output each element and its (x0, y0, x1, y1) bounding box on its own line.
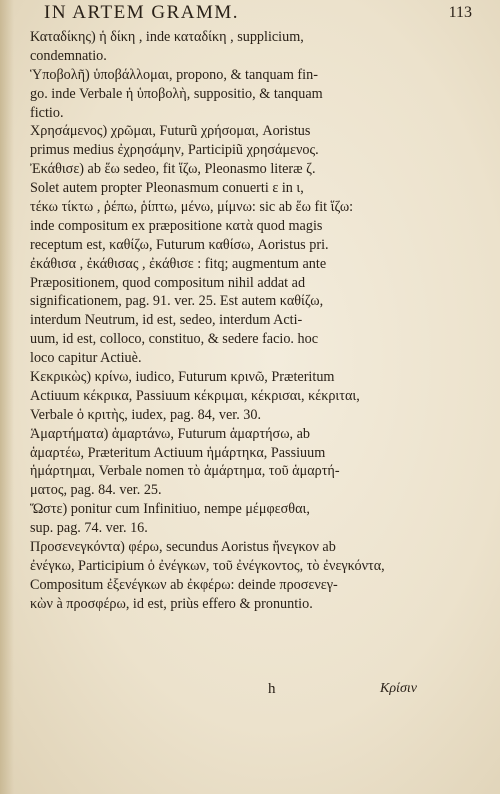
text-line: Καταδίκης) ἡ δίκη , inde καταδίκη , supplicium, (30, 29, 304, 45)
text-block (30, 28, 462, 614)
page-header (30, 2, 482, 24)
text-line: Ὥστε) ponitur cum Infinitiuo, nempe μέμφεσθαι, (30, 501, 310, 518)
text-line: condemnatio. (30, 47, 107, 64)
text-line: Κεκρικὼς) κρίνω, iudico, Futurum κρινῶ, Præteritum (30, 369, 335, 386)
text-line: loco capitur Actiuè. (30, 350, 142, 367)
text-line: Ἁμαρτήματα) ἁμαρτάνω, Futurum ἁμαρτήσω, ab (30, 425, 311, 442)
text-line: interdum Neutrum, id est, sedeo, interdum Acti- (30, 312, 303, 329)
catchword: Κρίσιν (380, 681, 417, 696)
signature-mark: h (268, 681, 276, 697)
text-line: Compositum ἐξενέγκων ab ἐκφέρω: deinde προσενεγ- (30, 576, 338, 593)
text-line: Præpositionem, quod compositum nihil addat ad (30, 274, 306, 291)
text-line: Solet autem propter Pleonasmum conuerti ε in ι, (30, 180, 304, 197)
text-line: Ὑποβολῆ) ὑποβάλλομαι, propono, & tanquam fin- (30, 66, 318, 83)
text-line: inde compositum ex præpositione κατὰ quod magis (30, 217, 323, 234)
text-line: uum, id est, colloco, constituo, & sedere facio. hoc (30, 331, 319, 348)
text-line: Ἐκάθισε) ab ἕω sedeo, fit ἵζω, Pleonasmo literæ ζ. (30, 161, 316, 178)
page-footer (30, 681, 482, 703)
text-line: ἁμαρτέω, Præteritum Actiuum ἡμάρτηκα, Passiuum (30, 444, 326, 461)
text-line: κὼν à προσφέρω, id est, priùs effero & pronuntio. (30, 595, 313, 612)
text-line: significationem, pag. 91. ver. 25. Est autem καθίζω, (30, 293, 324, 310)
text-line: go. inde Verbale ἡ ὑποβολὴ, suppositio, & tanquam (30, 85, 323, 102)
text-line: receptum est, καθίζω, Futurum καθίσω, Aoristus pri. (30, 236, 329, 253)
text-line: Χρησάμενος) χρῶμαι, Futurũ χρήσομαι, Aoristus (30, 123, 311, 140)
text-line: ἐκάθισα , ἐκάθισας , ἐκάθισε : fitq; augmentum ante (30, 255, 327, 272)
text-line: Actiuum κέκρικα, Passiuum κέκριμαι, κέκρισαι, κέκριται, (30, 387, 360, 404)
text-line: Verbale ὁ κριτὴς, iudex, pag. 84, ver. 30. (30, 406, 262, 423)
page-number: 113 (448, 4, 472, 21)
text-line: ἐνέγκω, Participium ὁ ἐνέγκων, τοῦ ἐνέγκοντος, τὸ ἐνεγκόντα, (30, 557, 385, 574)
text-line: primus medius ἐχρησάμην, Participiũ χρησάμενος. (30, 142, 319, 159)
running-head: IN ARTEM GRAMM. (44, 2, 240, 23)
text-line: sup. pag. 74. ver. 16. (30, 520, 148, 537)
text-line: Προσενεγκόντα) φέρω, secundus Aoristus ἤνεγκον ab (30, 539, 336, 556)
text-line: ματος, pag. 84. ver. 25. (30, 482, 162, 499)
text-line: τέκω τίκτω , ῥέπω, ῥίπτω, μένω, μίμνω: sic ab ἕω fit ἵζω: (30, 199, 354, 216)
page-gutter-shadow (0, 0, 14, 794)
text-line: fictio. (30, 104, 64, 121)
text-line: ἡμάρτημαι, Verbale nomen τὸ ἁμάρτημα, τοῦ ἁμαρτή- (30, 463, 340, 480)
